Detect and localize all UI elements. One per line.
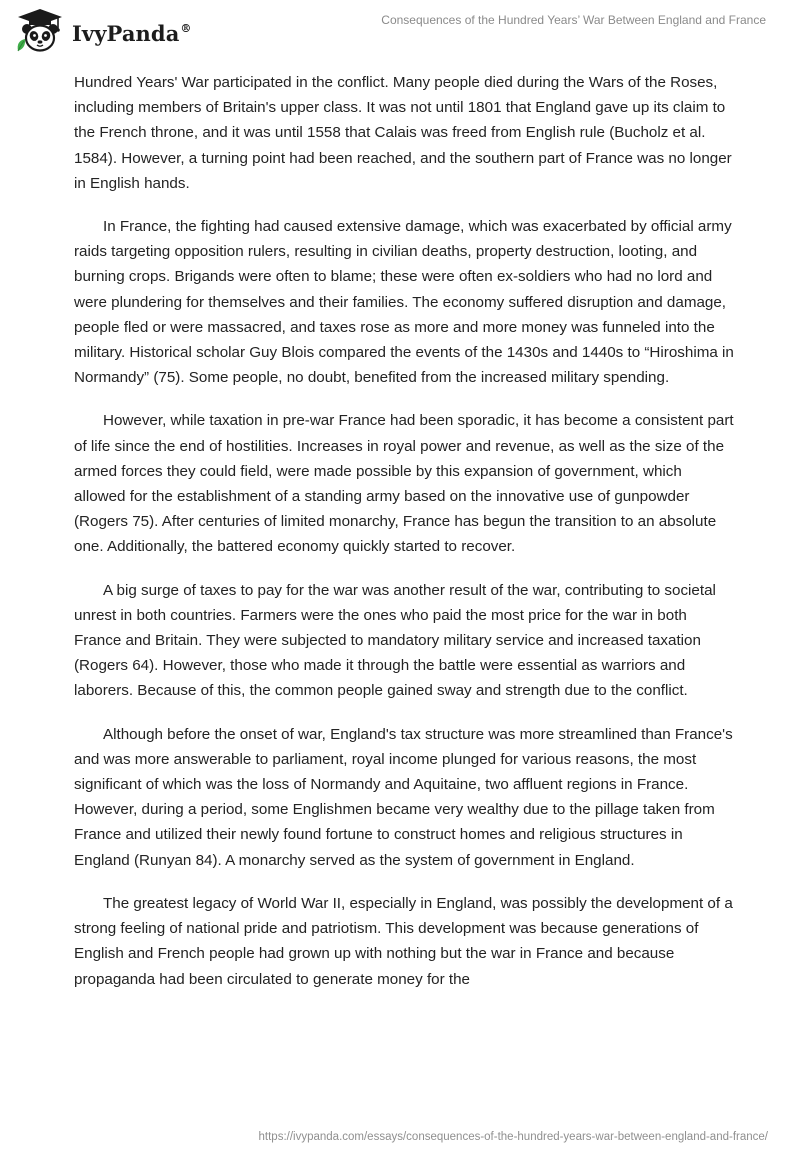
paragraph: Hundred Years' War participated in the conflict. Many people died during the Wars of the Roses, including members of Britain's upper class. It was not until 1801 that England gave up its claim to the French throne, and it was until 1558 that Calais was freed from English rule (Bucholz et al. 1584). However, a turning point had been reached, and the southern part of France was no longer in English hands.: [74, 74, 732, 192]
paragraph: Although before the onset of war, England's tax structure was more streamlined than France's and was more answerable to parliament, royal income plunged for various reasons, the most significant of which was the loss of Normandy and Aquitaine, two affluent regions in France. However, during a period, some Englishmen became very wealthy due to the pillage taken from France and utilized their newly found fortune to construct homes and religious structures in England (Runyan 84). A monarchy served as the system of government in England.: [74, 725, 733, 869]
paragraph: In France, the fighting had caused extensive damage, which was exacerbated by official army raids targeting opposition rulers, resulting in civilian deaths, property destruction, looting, and burning crops. Brigands were often to blame; these were often ex-soldiers who had no lord and were plundering for themselves and their families. The economy suffered disruption and damage, people fled or were massacred, and taxes rose as more and more money was funneled into the military. Historical scholar Guy Blois compared the events of the 1430s and 1440s to “Hiroshima in Normandy” (75). Some people, no doubt, benefited from the increased military spending.: [74, 218, 734, 387]
registered-mark: ®: [180, 21, 192, 35]
source-url[interactable]: https://ivypanda.com/essays/consequences-of-the-hundred-years-war-between-england-and-france/: [258, 1131, 768, 1143]
brand-text: IvyPanda: [72, 20, 180, 46]
paragraph: A big surge of taxes to pay for the war was another result of the war, contributing to societal unrest in both countries. Farmers were the ones who paid the most price for the war in both France and Britain. They were subjected to mandatory military service and increased taxation (Rogers 64). However, those who made it through the battle were essential as warriors and laborers. Because of this, the common people gained sway and strength due to the conflict.: [74, 581, 716, 700]
paragraph: The greatest legacy of World War II, especially in England, was possibly the development of a strong feeling of national pride and patriotism. This development was because generations of English and French people had grown up with nothing but the war in France and because propaganda had been circulated to generate money for the: [74, 894, 733, 988]
panda-graduate-icon: [14, 7, 66, 55]
brand-name: [72, 21, 192, 46]
page-header: [0, 0, 800, 60]
document-title: Consequences of the Hundred Years’ War Between England and France: [381, 13, 766, 27]
essay-body: [74, 70, 734, 1010]
ivypanda-logo[interactable]: [14, 7, 192, 55]
paragraph: However, while taxation in pre-war France had been sporadic, it has become a consistent part of life since the end of hostilities. Increases in royal power and revenue, as well as the size of the armed forces they could field, were made possible by this expansion of government, which allowed for the establishment of a standing army based on the innovative use of gunpowder (Rogers 75). After centuries of limited monarchy, France has begun the transition to an absolute one. Additionally, the battered economy quickly started to recover.: [74, 412, 734, 556]
